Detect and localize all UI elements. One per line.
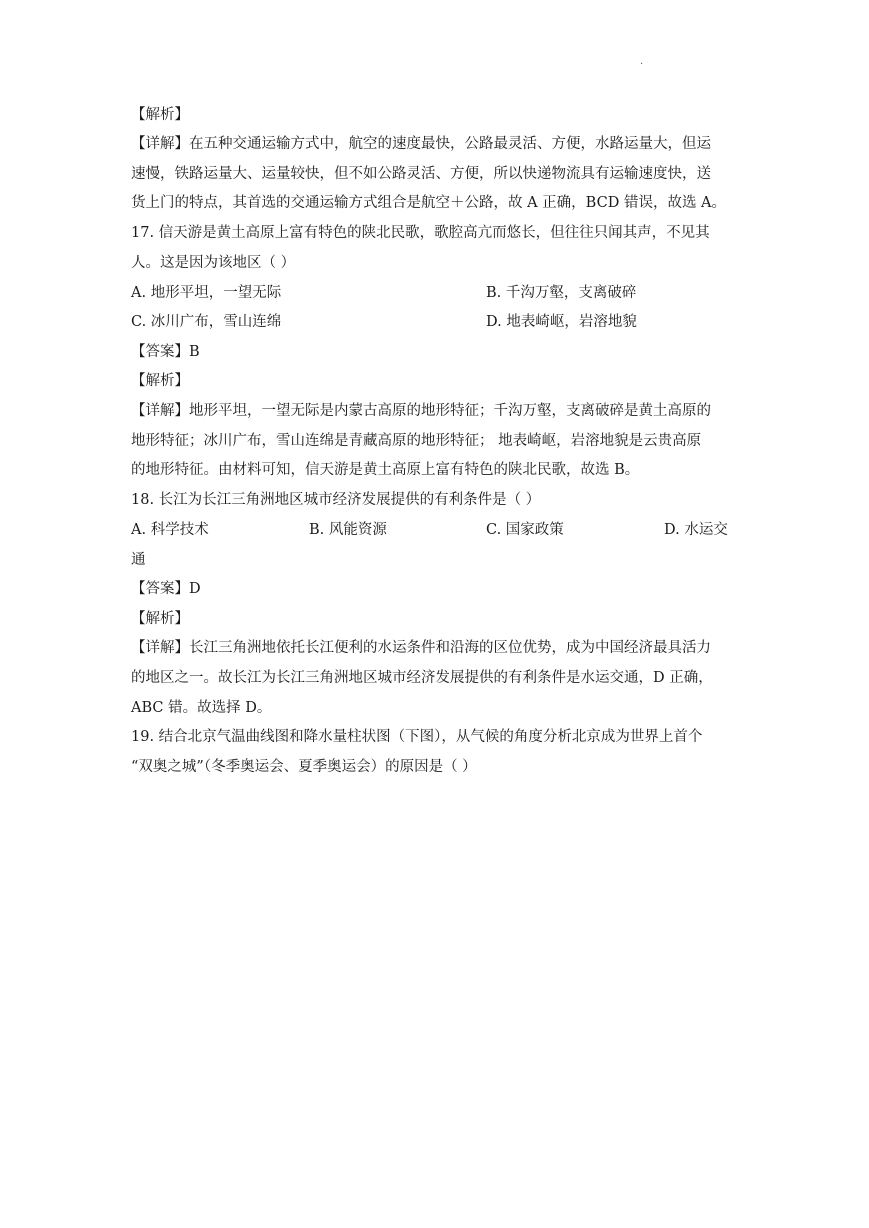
question-19-stem: “双奥之城”（冬季奥运会、夏季奥运会）的原因是（ ） — [131, 759, 477, 775]
q17-answer: 【答案】B — [131, 344, 200, 360]
q18-analysis-label: 【解析】 — [131, 611, 189, 627]
q18-option-c: C. 国家政策 — [486, 522, 564, 538]
q17-option-c: C. 冰川广布，雪山连绵 — [131, 314, 282, 330]
q18-answer: 【答案】D — [131, 581, 201, 597]
question-18-stem: 18. 长江为长江三角洲地区城市经济发展提供的有利条件是（ ） — [131, 492, 541, 508]
analysis-label: 【解析】 — [131, 107, 189, 123]
q18-option-d: D. 水运交 — [664, 522, 728, 538]
question-17-stem: 17. 信天游是黄土高原上富有特色的陕北民歌，歌腔高亢而悠长，但往往只闻其声，不见其 — [131, 225, 710, 241]
detail-line: 速慢，铁路运量大、运量较快，但不如公路灵活、方便，所以快递物流具有运输速度快，送 — [131, 166, 711, 182]
q18-detail-line: 的地区之一。故长江为长江三角洲地区城市经济发展提供的有利条件是水运交通，D 正确， — [131, 670, 713, 686]
question-17-stem: 人。这是因为该地区（ ） — [131, 255, 296, 271]
q17-detail-line: 地形特征；冰川广布，雪山连绵是青藏高原的地形特征； 地表崎岖，岩溶地貌是云贵高原 — [131, 433, 702, 449]
detail-line: 货上门的特点，其首选的交通运输方式组合是航空＋公路，故 A 正确，BCD 错误，故选 A。 — [131, 195, 727, 211]
q18-option-b: B. 风能资源 — [309, 522, 387, 538]
q18-detail-line: 【详解】长江三角洲地依托长江便利的水运条件和沿海的区位优势，成为中国经济最具活力 — [131, 640, 711, 656]
header-mark: . — [640, 56, 644, 67]
q17-analysis-label: 【解析】 — [131, 373, 189, 389]
question-19-stem: 19. 结合北京气温曲线图和降水量柱状图（下图），从气候的角度分析北京成为世界上首个 — [131, 729, 703, 745]
q17-detail-line: 的地形特征。由材料可知，信天游是黄土高原上富有特色的陕北民歌，故选 B。 — [131, 462, 640, 478]
q18-option-a: A. 科学技术 — [131, 522, 209, 538]
q17-detail-line: 【详解】地形平坦，一望无际是内蒙古高原的地形特征；千沟万壑，支离破碎是黄土高原的 — [131, 403, 711, 419]
q17-option-a: A. 地形平坦，一望无际 — [131, 285, 282, 301]
q17-option-d: D. 地表崎岖，岩溶地貌 — [486, 314, 637, 330]
detail-line: 【详解】在五种交通运输方式中，航空的速度最快，公路最灵活、方便，水路运量大，但运 — [131, 136, 711, 152]
q17-option-b: B. 千沟万壑，支离破碎 — [486, 285, 637, 301]
q18-option-d-wrap: 通 — [131, 552, 146, 568]
q18-detail-line: ABC 错。故选择 D。 — [131, 700, 272, 716]
